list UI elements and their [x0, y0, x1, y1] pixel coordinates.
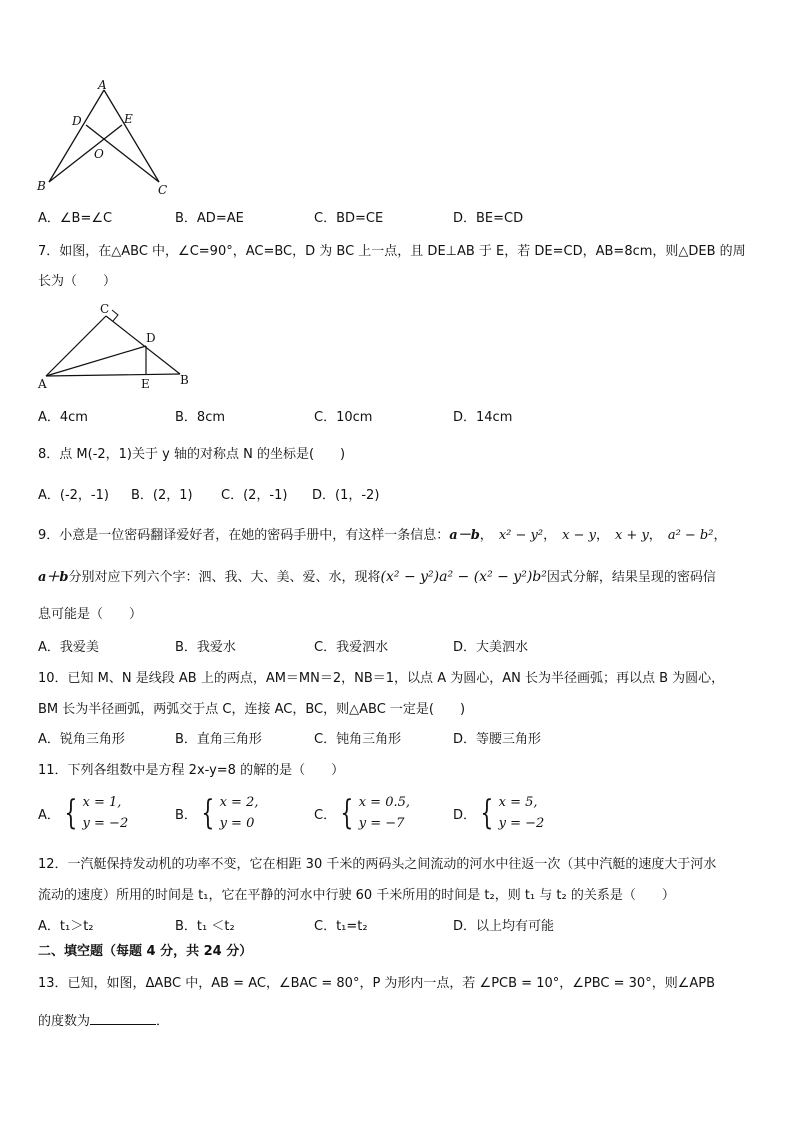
q11-option-b	[175, 792, 258, 834]
q10-option-d: D．等腰三角形	[453, 732, 542, 747]
q11-c-eq1: x = 0.5,	[358, 795, 411, 810]
fig6-label-o: O	[94, 147, 104, 161]
brace-icon: {	[201, 793, 215, 833]
q11-a-eq2: y = −2	[82, 816, 129, 831]
q9-sep3: ，	[595, 528, 609, 543]
brace-icon: {	[64, 793, 78, 833]
q9-expr-x-plus-y: x + y	[614, 528, 649, 543]
q9-line2-text: 分别对应下列六个字：泗、我、大、美、爱、水，现将	[68, 570, 381, 585]
q11-a-eq1: x = 1,	[82, 795, 122, 810]
q9-line3: 息可能是（ ）	[38, 607, 143, 622]
fig7-label-a: A	[38, 377, 47, 391]
q6-option-b: B．AD=AE	[175, 211, 244, 226]
brace-icon: {	[480, 793, 494, 833]
q9-sep1: ，	[479, 528, 493, 543]
q10-option-c: C．钝角三角形	[314, 732, 402, 747]
q9-line1-text: 9．小意是一位密码翻译爱好者，在她的密码手册中，有这样一条信息：	[38, 528, 450, 543]
q9-expr-x-minus-y: x − y	[562, 528, 596, 543]
q7-option-d: D．14cm	[453, 410, 513, 425]
q11-option-c-label: C．	[314, 807, 337, 823]
q10-line2: BM 长为半径画弧，两弧交于点 C，连接 AC，BC，则△ABC 一定是( )	[38, 702, 466, 717]
q8-option-a: A．(-2，-1)	[38, 488, 109, 503]
q8-stem: 8．点 M(-2，1)关于 y 轴的对称点 N 的坐标是( )	[38, 447, 346, 462]
q11-c-eq2: y = −7	[358, 816, 405, 831]
q9-option-a: A．我爱美	[38, 640, 99, 655]
q9-expr-x2-minus-y2: x² − y²	[498, 528, 544, 543]
q13-line1: 13．已知，如图，ΔABC 中，AB = AC，∠BAC = 80°，P 为形内一点，若 ∠PCB = 10°，∠PBC = 30°，则∠APB	[38, 976, 716, 991]
q7-option-a: A．4cm	[38, 410, 88, 425]
q9-line1	[38, 524, 726, 543]
q8-option-c: C．(2，-1)	[221, 488, 288, 503]
q11-option-a	[38, 792, 128, 834]
q9-sep2: ，	[543, 528, 557, 543]
q13-line2-end: ．	[156, 1014, 170, 1029]
q7-stem-line1: 7．如图，在△ABC 中，∠C=90°，AC=BC，D 为 BC 上一点，且 DE⊥AB 于 E，若 DE=CD，AB=8cm，则△DEB 的周	[38, 244, 746, 259]
q8-option-b: B．(2，1)	[131, 488, 193, 503]
q9-expr-a-plus-b: a＋b	[38, 570, 69, 585]
answer-blank[interactable]	[90, 1012, 156, 1025]
q7-option-c: C．10cm	[314, 410, 373, 425]
fig7-label-c: C	[100, 302, 110, 316]
q11-d-eq1: x = 5,	[498, 795, 538, 810]
q7-figure	[34, 302, 204, 392]
q13-line2-text: 的度数为	[38, 1014, 91, 1029]
q9-sep4: ，	[648, 528, 662, 543]
q9-line2	[38, 566, 716, 585]
q11-option-b-label: B．	[175, 807, 197, 823]
q12-line2: 流动的速度）所用的时间是 t₁，它在平静的河水中行驶 60 千米所用的时间是 t₂，则 t₁ 与 t₂ 的关系是（ ）	[38, 888, 675, 903]
q9-sep5: ，	[713, 528, 727, 543]
q9-option-d: D．大美泗水	[453, 640, 529, 655]
section2-title: 二、填空题（每题 4 分，共 24 分）	[38, 944, 253, 959]
q9-expr-a-minus-b: a－b	[449, 528, 480, 543]
q11-option-d	[453, 792, 544, 834]
q7-option-b: B．8cm	[175, 410, 226, 425]
brace-icon: {	[340, 793, 354, 833]
fig7-label-d: D	[146, 331, 156, 345]
q7-stem-line2: 长为（ ）	[38, 274, 117, 289]
q9-option-c: C．我爱泗水	[314, 640, 389, 655]
q9-line2-tail: 因式分解，结果呈现的密码信	[546, 570, 716, 585]
q12-option-b: B．t₁ ＜t₂	[175, 919, 235, 934]
q9-option-b: B．我爱水	[175, 640, 236, 655]
fig6-label-b: B	[37, 179, 46, 193]
q6-figure	[34, 78, 174, 198]
fig7-label-e: E	[141, 377, 150, 391]
q12-line1: 12．一汽艇保持发动机的功率不变，它在相距 30 千米的两码头之间流动的河水中往返一次（其中汽艇的速度大于河水	[38, 857, 717, 872]
q11-option-c	[314, 792, 410, 834]
q12-option-a: A．t₁＞t₂	[38, 919, 94, 934]
q6-option-d: D．BE=CD	[453, 211, 524, 226]
q8-option-d: D．(1，-2)	[312, 488, 380, 503]
q9-expr-a2-minus-b2: a² − b²	[667, 528, 714, 543]
fig6-label-a: A	[98, 78, 107, 92]
fig6-label-d: D	[72, 114, 82, 128]
q9-expr-factor: (x² − y²)a² − (x² − y²)b²	[380, 569, 547, 585]
q12-option-d: D．以上均有可能	[453, 919, 555, 934]
q12-option-c: C．t₁=t₂	[314, 919, 368, 934]
q11-b-eq1: x = 2,	[219, 795, 259, 810]
fig6-label-e: E	[124, 112, 133, 126]
q11-option-d-label: D．	[453, 807, 477, 823]
q10-option-a: A．锐角三角形	[38, 732, 125, 747]
q10-option-b: B．直角三角形	[175, 732, 262, 747]
q6-option-a: A．∠B=∠C	[38, 211, 113, 226]
fig6-label-c: C	[158, 183, 168, 197]
q11-b-eq2: y = 0	[219, 816, 255, 831]
q10-line1: 10．已知 M、N 是线段 AB 上的两点，AM＝MN＝2，NB＝1，以点 A 为圆心，AN 长为半径画弧；再以点 B 为圆心，	[38, 671, 725, 686]
q11-option-a-label: A．	[38, 807, 60, 823]
q13-line2	[38, 1010, 169, 1029]
q6-option-c: C．BD=CE	[314, 211, 384, 226]
q11-d-eq2: y = −2	[498, 816, 545, 831]
fig7-label-b: B	[180, 373, 189, 387]
q11-stem: 11．下列各组数中是方程 2x-y=8 的解的是（ ）	[38, 763, 345, 778]
